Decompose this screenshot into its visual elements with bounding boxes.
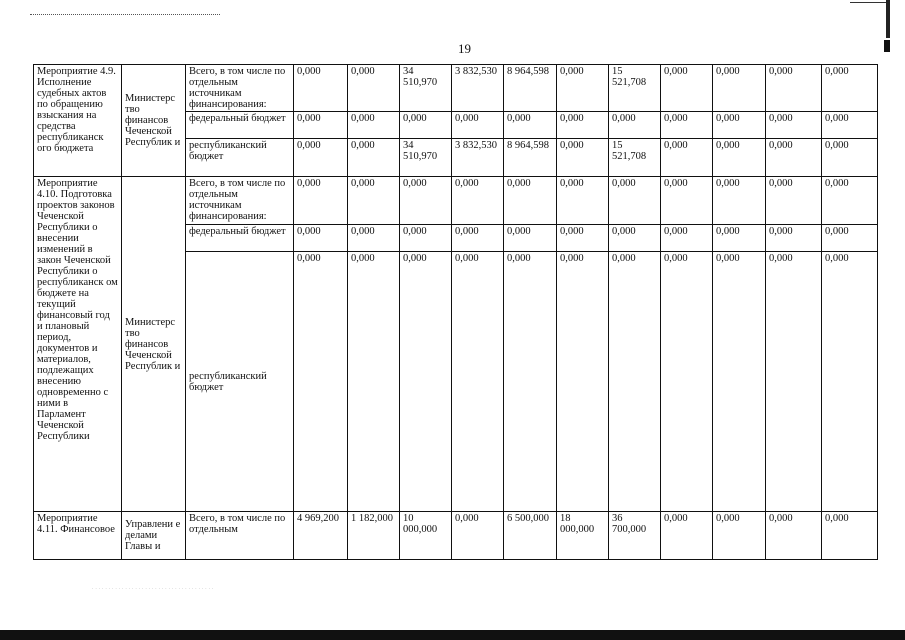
amount-cell: 0,000 [713,177,766,225]
amount-cell: 0,000 [348,225,400,252]
amount-cell: 0,000 [822,65,878,112]
amount-cell: 8 964,598 [504,65,557,112]
amount-cell: 36 700,000 [609,512,661,560]
funding-source-cell: республиканский бюджет [186,252,294,512]
amount-cell: 0,000 [452,225,504,252]
amount-cell: 0,000 [452,252,504,512]
executor-cell: Министерс тво финансов Чеченской Республик и [122,177,186,512]
executor-cell: Министерс тво финансов Чеченской Республик и [122,65,186,177]
amount-cell: 6 500,000 [504,512,557,560]
budget-table [33,64,878,560]
amount-cell: 0,000 [557,177,609,225]
amount-cell: 0,000 [294,112,348,139]
amount-cell: 0,000 [661,139,713,177]
amount-cell: 0,000 [294,225,348,252]
amount-cell: 0,000 [713,225,766,252]
amount-cell: 0,000 [504,177,557,225]
amount-cell: 0,000 [766,512,822,560]
amount-cell: 0,000 [766,225,822,252]
amount-cell: 0,000 [557,65,609,112]
amount-cell: 0,000 [504,252,557,512]
event-cell: Мероприятие 4.9. Исполнение судебных актов по обращению взыскания на средства республиканск ого бюджета [34,65,122,177]
scan-footer-noise: · · · · · · · · · · · · · · · · · · · · · · · · · · · · · · · · · · · · · [92,586,214,591]
amount-cell: 0,000 [713,112,766,139]
amount-cell: 0,000 [822,139,878,177]
amount-cell: 3 832,530 [452,139,504,177]
scan-edge-line [850,2,890,3]
funding-source-cell: федеральный бюджет [186,225,294,252]
amount-cell: 34 510,970 [400,139,452,177]
amount-cell: 10 000,000 [400,512,452,560]
funding-source-cell: республиканский бюджет [186,139,294,177]
amount-cell: 0,000 [557,225,609,252]
amount-cell: 0,000 [661,177,713,225]
scan-edge-mark [884,40,890,52]
executor-cell: Управлени е делами Главы и [122,512,186,560]
amount-cell: 0,000 [609,177,661,225]
amount-cell: 0,000 [504,112,557,139]
funding-source-cell: федеральный бюджет [186,112,294,139]
amount-cell: 0,000 [400,112,452,139]
amount-cell: 0,000 [609,252,661,512]
amount-cell: 0,000 [822,252,878,512]
amount-cell: 18 000,000 [557,512,609,560]
table-row [34,177,878,225]
funding-source-cell: Всего, в том числе по отдельным [186,512,294,560]
scan-bottom-edge [0,630,905,640]
amount-cell: 0,000 [348,139,400,177]
amount-cell: 0,000 [557,139,609,177]
table-row [34,512,878,560]
amount-cell: 0,000 [348,252,400,512]
amount-cell: 0,000 [661,65,713,112]
amount-cell: 0,000 [766,252,822,512]
amount-cell: 15 521,708 [609,65,661,112]
amount-cell: 0,000 [504,225,557,252]
amount-cell: 0,000 [713,65,766,112]
amount-cell: 0,000 [713,252,766,512]
table-row [34,65,878,112]
amount-cell: 0,000 [713,512,766,560]
funding-source-cell: Всего, в том числе по отдельным источникам финансирования: [186,65,294,112]
amount-cell: 0,000 [348,177,400,225]
amount-cell: 0,000 [766,177,822,225]
amount-cell: 0,000 [557,112,609,139]
amount-cell: 0,000 [348,65,400,112]
amount-cell: 0,000 [294,139,348,177]
amount-cell: 0,000 [294,177,348,225]
amount-cell: 0,000 [557,252,609,512]
amount-cell: 0,000 [713,139,766,177]
event-cell: Мероприятие 4.11. Финансовое [34,512,122,560]
amount-cell: 0,000 [400,252,452,512]
amount-cell: 0,000 [661,225,713,252]
amount-cell: 0,000 [452,177,504,225]
scan-header-noise [30,14,220,19]
amount-cell: 0,000 [452,112,504,139]
amount-cell: 0,000 [661,252,713,512]
amount-cell: 0,000 [822,512,878,560]
amount-cell: 0,000 [766,139,822,177]
amount-cell: 0,000 [822,225,878,252]
page-number: 19 [458,41,471,56]
amount-cell: 0,000 [400,177,452,225]
amount-cell: 0,000 [661,512,713,560]
amount-cell: 0,000 [400,225,452,252]
amount-cell: 0,000 [609,112,661,139]
amount-cell: 0,000 [452,512,504,560]
amount-cell: 0,000 [348,112,400,139]
amount-cell: 1 182,000 [348,512,400,560]
amount-cell: 8 964,598 [504,139,557,177]
amount-cell: 34 510,970 [400,65,452,112]
amount-cell: 0,000 [294,252,348,512]
scan-edge-mark [886,0,890,38]
amount-cell: 0,000 [766,112,822,139]
amount-cell: 0,000 [661,112,713,139]
amount-cell: 3 832,530 [452,65,504,112]
amount-cell: 0,000 [766,65,822,112]
amount-cell: 0,000 [294,65,348,112]
amount-cell: 0,000 [609,225,661,252]
amount-cell: 0,000 [822,177,878,225]
amount-cell: 4 969,200 [294,512,348,560]
funding-source-cell: Всего, в том числе по отдельным источникам финансирования: [186,177,294,225]
event-cell: Мероприятие 4.10. Подготовка проектов законов Чеченской Республики о внесении изменений в закон Чеченской Республики о республиканск ом бюджете на текущий финансовый год и плановый период, документов и материалов, подлежащих внесению одновременно с ними в Парламент Чеченской Республики [34,177,122,512]
amount-cell: 0,000 [822,112,878,139]
amount-cell: 15 521,708 [609,139,661,177]
